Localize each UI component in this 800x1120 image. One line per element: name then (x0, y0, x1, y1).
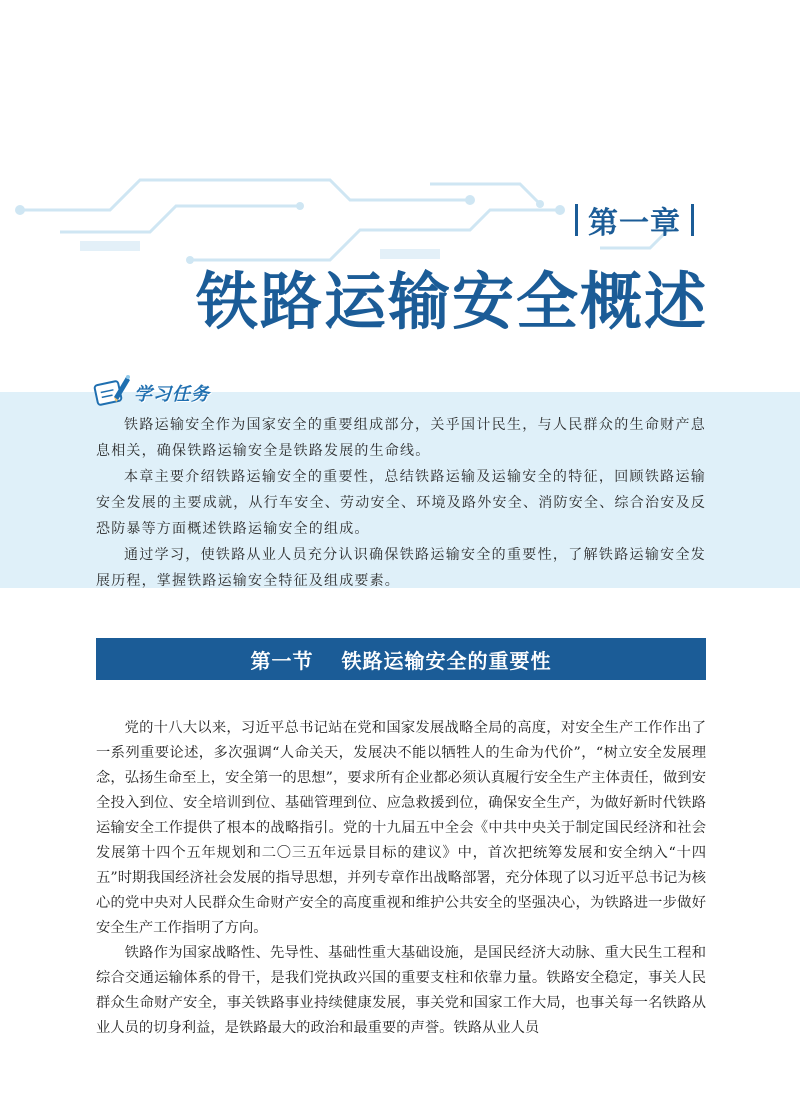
main-body-text (96, 716, 706, 1041)
chapter-label (565, 198, 704, 242)
section-title: 铁路运输安全的重要性 (341, 648, 552, 673)
chapter-label-left-bar (575, 204, 578, 236)
body-paragraph: 铁路作为国家战略性、先导性、基础性重大基础设施，是国民经济大动脉、重大民生工程和综合交通运输体系的骨干，是我们党执政兴国的重要支柱和依靠力量。铁路安全稳定，事关人民群众生命财产安全，事关铁路事业持续健康发展，事关党和国家工作大局，也事关每一名铁路从业人员的切身利益，是铁路最大的政治和最重要的声誉。铁路从业人员 (96, 945, 706, 1036)
chapter-number: 第一章 (588, 206, 681, 241)
section-number: 第一节 (250, 648, 314, 673)
chapter-title: 铁路运输安全概述 (195, 265, 708, 338)
learning-task-paragraph: 通过学习，使铁路从业人员充分认识确保铁路运输安全的重要性，了解铁路运输安全发展历程，掌握铁路运输安全特征及组成要素。 (96, 547, 706, 589)
learning-task-paragraph: 铁路运输安全作为国家安全的重要组成部分，关乎国计民生，与人民群众的生命财产息息相关，确保铁路运输安全是铁路发展的生命线。 (96, 417, 706, 459)
section-heading (96, 638, 706, 680)
body-paragraph: 党的十八大以来，习近平总书记站在党和国家发展战略全局的高度，对安全生产工作作出了一系列重要论述，多次强调“人命关天，发展决不能以牺牲人的生命为代价”，“树立安全发展理念，弘扬生命至上，安全第一的思想”，要求所有企业都必须认真履行安全生产主体责任，做到安全投入到位、安全培训到位、基础管理到位、应急救援到位，确保安全生产，为做好新时代铁路运输安全工作提供了根本的战略指引。党的十九届五中全会《中共中央关于制定国民经济和社会发展第十四个五年规划和二〇三五年远景目标的建议》中，首次把统筹发展和安全纳入“十四五”时期我国经济社会发展的指导思想，并列专章作出战略部署，充分体现了以习近平总书记为核心的党中央对人民群众生命财产安全的高度重视和维护公共安全的坚强决心，为铁路进一步做好安全生产工作指明了方向。 (96, 720, 706, 936)
pencil-notebook-icon (92, 371, 132, 409)
learning-task-heading (92, 370, 210, 410)
chapter-label-right-bar (691, 204, 694, 236)
learning-task-paragraph: 本章主要介绍铁路运输安全的重要性，总结铁路运输及运输安全的特征，回顾铁路运输安全发展的主要成就，从行车安全、劳动安全、环境及路外安全、消防安全、综合治安及反恐防暴等方面概述铁路运输安全的组成。 (96, 469, 706, 537)
learning-task-title: 学习任务 (134, 384, 210, 405)
learning-task-body (96, 412, 706, 594)
